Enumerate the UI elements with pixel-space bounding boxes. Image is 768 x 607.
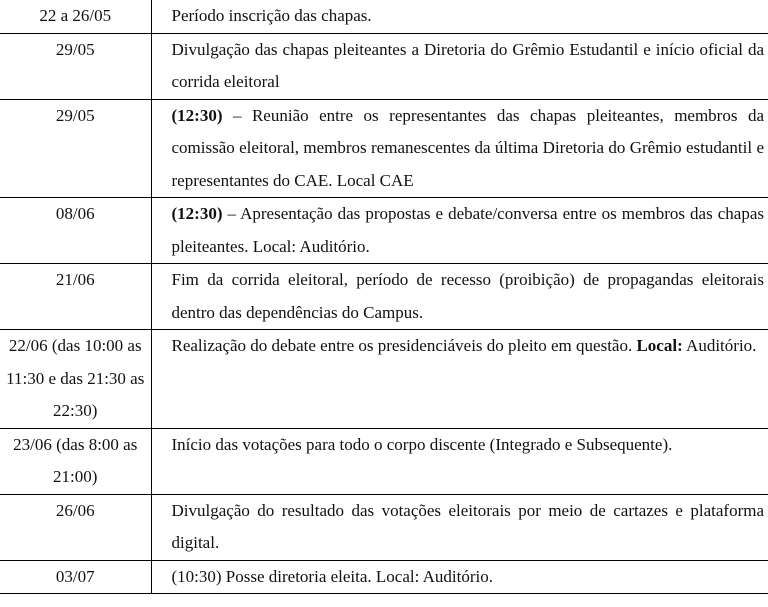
time-label: (12:30) — [171, 105, 223, 125]
table-row — [0, 494, 768, 560]
description-cell — [151, 99, 768, 198]
description-text: Período inscrição das chapas. — [171, 6, 372, 25]
description-text: (10:30) Posse diretoria eleita. Local: Auditório. — [171, 566, 494, 586]
date-cell: 22/06 (das 10:00 as 11:30 e das 21:30 as 22:30) — [0, 330, 151, 429]
date-cell: 26/06 — [0, 494, 151, 560]
description-text: Fim da corrida eleitoral, período de recesso (proibição) de propagandas eleitorais dentro das dependências do Campus. — [171, 270, 764, 322]
table-row — [0, 428, 768, 494]
date-cell: 08/06 — [0, 198, 151, 264]
table-row — [0, 330, 768, 429]
description-text: – Reunião entre os representantes das chapas pleiteantes, membros da comissão eleitoral, membros remanescentes da última Diretoria do Grêmio estudantil e representantes do CAE. Local CAE — [171, 105, 764, 190]
date-cell: 22 a 26/05 — [0, 0, 151, 33]
description-cell — [151, 330, 768, 429]
description-text: Auditório. — [682, 336, 757, 355]
table-row — [0, 560, 768, 594]
table-row — [0, 198, 768, 264]
date-cell: 29/05 — [0, 33, 151, 99]
description-cell — [151, 560, 768, 594]
description-cell — [151, 264, 768, 330]
date-cell: 23/06 (das 8:00 as 21:00) — [0, 428, 151, 494]
description-text: Início das votações para todo o corpo discente (Integrado e Subsequente). — [171, 434, 673, 454]
description-text: – Apresentação das propostas e debate/conversa entre os membros das chapas pleiteantes. Local: Auditório. — [171, 204, 764, 256]
description-cell — [151, 33, 768, 99]
table-row — [0, 99, 768, 198]
description-cell — [151, 0, 768, 33]
date-cell: 21/06 — [0, 264, 151, 330]
date-cell: 03/07 — [0, 560, 151, 594]
date-cell: 29/05 — [0, 99, 151, 198]
description-text: Realização do debate entre os presidenciáveis do pleito em questão. — [171, 336, 637, 355]
table-row — [0, 264, 768, 330]
table-row — [0, 33, 768, 99]
table-row — [0, 0, 768, 33]
time-label: (12:30) — [171, 204, 223, 223]
description-cell — [151, 494, 768, 560]
description-text: Divulgação do resultado das votações eleitorais por meio de cartazes e plataforma digital. — [171, 500, 764, 552]
description-text: Divulgação das chapas pleiteantes a Diretoria do Grêmio Estudantil e início oficial da corrida eleitoral — [171, 39, 764, 91]
description-cell — [151, 198, 768, 264]
location-label: Local: — [636, 336, 683, 355]
description-cell — [151, 428, 768, 494]
